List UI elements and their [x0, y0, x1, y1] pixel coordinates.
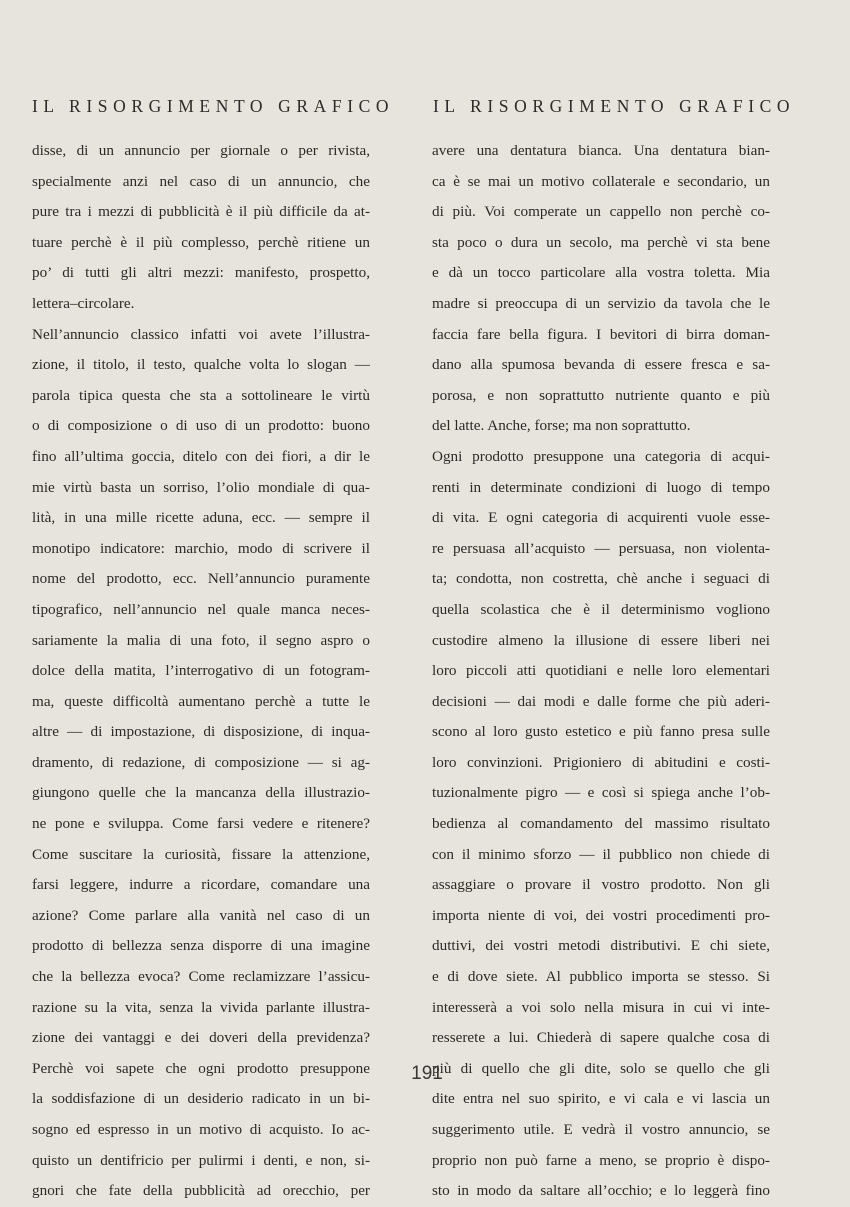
text-line: tuare perchè è il più complesso, perchè ritiene un — [32, 233, 370, 251]
text-line: specialmente anzi nel caso di un annuncio, che — [32, 172, 370, 190]
running-header-left: IL RISORGIMENTO GRAFICO — [32, 96, 395, 116]
text-line: ne pone e sviluppa. Come farsi vedere e ritenere? — [32, 815, 370, 833]
text-line: pure tra i mezzi di pubblicità è il più difficile da at- — [32, 203, 370, 221]
text-line: suggerimento utile. E vedrà il vostro annuncio, se — [432, 1121, 770, 1138]
text-line: dramento, di redazione, di composizione — si ag- — [32, 753, 370, 771]
text-line: nome del prodotto, ecc. Nell’annuncio puramente — [32, 570, 370, 588]
text-line: bedienza al comandamento del massimo risultato — [432, 815, 770, 833]
text-line: gnori che fate della pubblicità ad orecchio, per — [32, 1182, 370, 1200]
text-line: che la bellezza evoca? Come reclamizzare l’assicu- — [32, 968, 370, 986]
text-line: Ogni prodotto presuppone una categoria di acqui- — [432, 447, 770, 465]
text-line: avere una dentatura bianca. Una dentatura bian- — [432, 142, 770, 159]
text-line: altre — di impostazione, di disposizione, di inqua- — [32, 723, 370, 741]
text-line: dite entra nel suo spirito, e vi cala e vi lascia un — [432, 1090, 770, 1108]
text-line: ta; condotta, non costretta, chè anche i seguaci di — [432, 570, 770, 588]
text-line: la soddisfazione di un desiderio radicato in un bi- — [32, 1090, 370, 1108]
text-line: renti in determinate condizioni di luogo di tempo — [432, 478, 770, 496]
running-header-right: IL RISORGIMENTO GRAFICO — [433, 96, 796, 116]
text-line: loro convinzioni. Prigioniero di abitudini e costi- — [432, 753, 770, 771]
text-line: ma, queste difficoltà aumentano perchè a tutte le — [32, 692, 370, 710]
text-line: dano alla spumosa bevanda di essere fresca e sa- — [432, 356, 770, 374]
page-number — [0, 1063, 850, 1085]
text-column-left — [32, 136, 370, 1207]
text-line: faccia fare bella figura. I bevitori di birra doman- — [432, 325, 770, 343]
text-line: sto in modo da saltare all’occhio; e lo leggerà fino — [432, 1182, 770, 1200]
text-line: custodire almeno la illusione di essere liberi nei — [432, 631, 770, 649]
text-line: mie virtù basta un sorriso, l’olio mondiale di qua- — [32, 478, 370, 496]
text-line: quella scolastica che è il determinismo vogliono — [432, 600, 770, 618]
text-line: giungono quelle che la mancanza della illustrazio- — [32, 784, 370, 802]
text-line: monotipo indicatore: marchio, modo di scrivere il — [32, 539, 370, 557]
text-line: azione? Come parlare alla vanità nel caso di un — [32, 906, 370, 924]
text-line: scono al loro gusto estetico e più fanno presa sulle — [432, 723, 770, 741]
text-line: con il minimo sforzo — il pubblico non chiede di — [432, 845, 770, 863]
text-line: sariamente la malia di una foto, il segno aspro o — [32, 631, 370, 649]
text-line: fino all’ultima goccia, ditelo con dei fiori, a dir le — [32, 447, 370, 465]
text-line: re persuasa all’acquisto — persuasa, non violenta- — [432, 539, 770, 557]
text-line: farsi leggere, indurre a ricordare, comandare una — [32, 876, 370, 894]
text-line: importa niente di voi, dei vostri procedimenti pro- — [432, 906, 770, 924]
text-line: po’ di tutti gli altri mezzi: manifesto, prospetto, — [32, 264, 370, 282]
text-line: decisioni — dai modi e dalle forme che più aderi- — [432, 692, 770, 710]
page-number-text: 191 — [411, 1063, 443, 1084]
text-line: Come suscitare la curiosità, fissare la attenzione, — [32, 845, 370, 863]
text-line: ca è se mai un motivo collaterale e secondario, un — [432, 172, 770, 190]
text-line: o di composizione o di uso di un prodotto: buono — [32, 417, 370, 435]
text-line: assaggiare o provare il vostro prodotto. Non gli — [432, 876, 770, 894]
text-line: e dà un tocco particolare alla vostra toletta. Mia — [432, 264, 770, 282]
text-line: Perchè voi sapete che ogni prodotto presuppone — [32, 1059, 370, 1077]
text-line: loro piccoli atti quotidiani e nelle loro elementari — [432, 662, 770, 680]
text-line: disse, di un annuncio per giornale o per rivista, — [32, 142, 370, 159]
text-line: di vita. E ogni categoria di acquirenti vuole esse- — [432, 509, 770, 527]
text-line: di più. Voi comperate un cappello non perchè co- — [432, 203, 770, 221]
text-line: interesserà a voi solo nella misura in cui vi inte- — [432, 998, 770, 1016]
text-line: dolce della matita, l’interrogativo di un fotogram- — [32, 662, 370, 680]
text-line: sta poco o dura un secolo, ma perchè vi sta bene — [432, 233, 770, 251]
text-line: più di quello che gli dite, solo se quello che gli — [432, 1059, 770, 1077]
text-line: e di dove siete. Al pubblico importa se stesso. Si — [432, 968, 770, 986]
text-line: parola tipica questa che sta a sottolineare le virtù — [32, 386, 370, 404]
text-line: prodotto di bellezza senza disporre di una imagine — [32, 937, 370, 955]
text-column-right — [432, 136, 770, 1207]
text-line: sogno ed espresso in un motivo di acquisto. Io ac- — [32, 1121, 370, 1138]
text-line: quisto un dentifricio per pulirmi i denti, e non, si- — [32, 1151, 370, 1169]
text-line: tipografico, nell’annuncio nel quale manca neces- — [32, 600, 370, 618]
text-line: duttivi, dei vostri metodi distributivi. E chi siete, — [432, 937, 770, 955]
text-line: porosa, e non soprattutto nutriente quanto e più — [432, 386, 770, 404]
text-line: resserete a lui. Chiederà di sapere qualche cosa di — [432, 1029, 770, 1047]
text-line: Nell’annuncio classico infatti voi avete l’illustra- — [32, 325, 370, 343]
text-line: lettera–circolare. — [32, 294, 135, 312]
text-line: proprio non può farne a meno, se proprio è dispo- — [432, 1151, 770, 1169]
text-line: del latte. Anche, forse; ma non soprattutto. — [432, 417, 691, 435]
text-line: madre si preoccupa di un servizio da tavola che le — [432, 294, 770, 312]
text-line: zione, il titolo, il testo, qualche volta lo slogan — — [32, 356, 370, 374]
text-line: tuzionalmente pigro — e così si spiega anche l’ob- — [432, 784, 770, 802]
text-line: zione dei vantaggi e dei doveri della previdenza? — [32, 1029, 370, 1047]
text-line: lità, in una mille ricette aduna, ecc. — sempre il — [32, 509, 370, 527]
text-line: razione su la vita, senza la vivida parlante illustra- — [32, 998, 370, 1016]
